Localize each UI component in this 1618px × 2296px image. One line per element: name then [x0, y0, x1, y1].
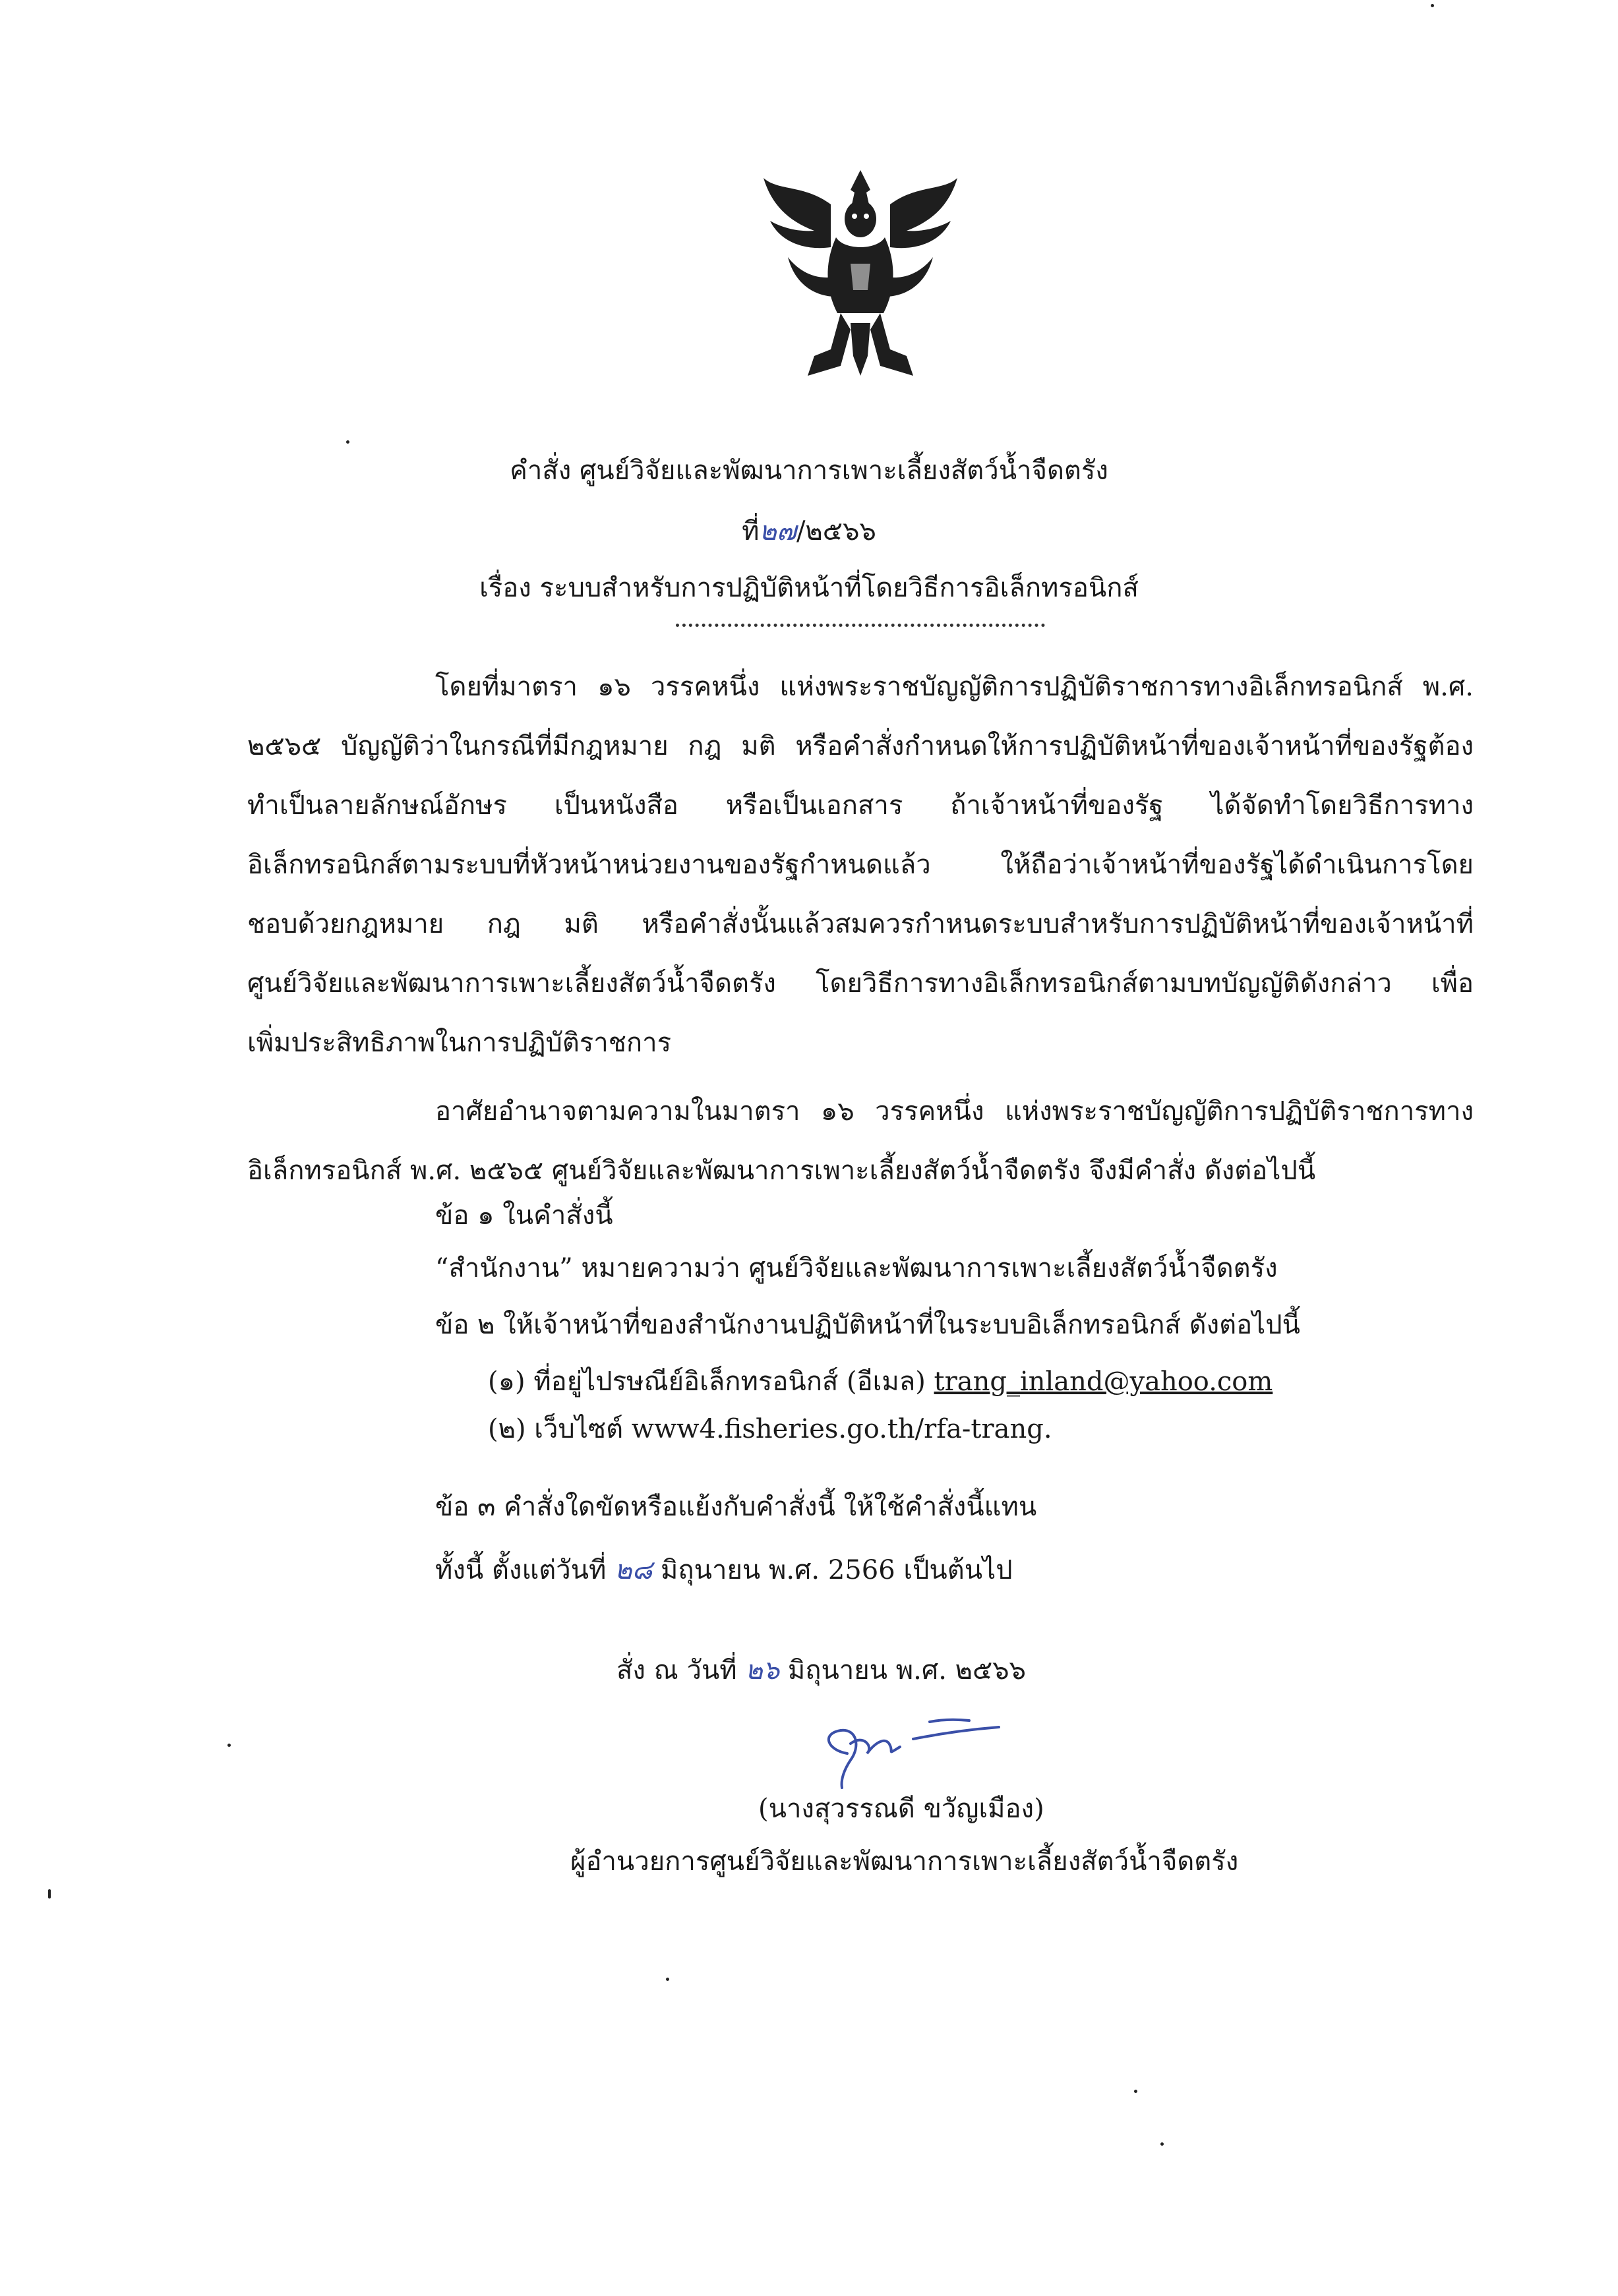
dotted-divider: [676, 624, 1045, 627]
signature-icon: [801, 1707, 1012, 1793]
effective-date: [435, 1554, 1013, 1586]
clause-2-item-email: [488, 1366, 1273, 1398]
paragraph1-line: ศูนย์วิจัยและพัฒนาการเพาะเลี้ยงสัตว์น้ำจืดตรัง โดยวิธีการทางอิเล็กทรอนิกส์ตามบทบัญญัติดังกล่าว เพื่อ: [247, 968, 1474, 999]
scan-speck: [1431, 4, 1434, 7]
issued-prefix: สั่ง ณ วันที่: [616, 1655, 746, 1686]
email-link[interactable]: trang_inland@yahoo.com: [934, 1367, 1273, 1397]
scan-speck: [666, 1978, 669, 1981]
issued-date: [616, 1655, 1026, 1686]
paragraph1-line: เพิ่มประสิทธิภาพในการปฏิบัติราชการ: [247, 1028, 672, 1058]
order-number: [0, 515, 1618, 547]
order-number-suffix: /๒๕๖๖: [796, 516, 876, 546]
scan-speck: [1134, 2090, 1137, 2093]
scan-speck: [48, 1889, 51, 1899]
website-label: (๒) เว็บไซต์: [488, 1414, 632, 1444]
paragraph1-line: ๒๕๖๕ บัญญัติว่าในกรณีที่มีกฎหมาย กฎ มติ หรือคำสั่งกำหนดให้การปฏิบัติหน้าที่ของเจ้าหน้าที่ของรัฐต้อง: [247, 731, 1474, 761]
order-subject: เรื่อง ระบบสำหรับการปฏิบัติหน้าที่โดยวิธีการอิเล็กทรอนิกส์: [479, 573, 1139, 603]
order-title: คำสั่ง ศูนย์วิจัยและพัฒนาการเพาะเลี้ยงสัตว์น้ำจืดตรัง: [510, 456, 1108, 486]
order-number-handwritten: ๒๗: [759, 516, 796, 546]
paragraph2-line: อิเล็กทรอนิกส์ พ.ศ. ๒๕๖๕ ศูนย์วิจัยและพัฒนาการเพาะเลี้ยงสัตว์น้ำจืดตรัง จึงมีคำสั่ง ดังต่อไปนี้: [247, 1156, 1316, 1186]
paragraph2-line: อาศัยอำนาจตามความในมาตรา ๑๖ วรรคหนึ่ง แห่งพระราชบัญญัติการปฏิบัติราชการทาง: [435, 1096, 1474, 1127]
clause-3: ข้อ ๓ คำสั่งใดขัดหรือแย้งกับคำสั่งนี้ ให้ใช้คำสั่งนี้แทน: [435, 1492, 1037, 1522]
clause-2-item-website: [488, 1413, 1052, 1445]
scan-speck: [227, 1744, 231, 1747]
effective-prefix: ทั้งนี้ ตั้งแต่วันที่: [435, 1555, 615, 1585]
scan-speck: [346, 440, 349, 444]
scan-speck: [1160, 2142, 1164, 2146]
issued-day-handwritten: ๒๖: [745, 1655, 780, 1686]
issued-suffix: มิถุนายน พ.ศ. ๒๕๖๖: [779, 1655, 1027, 1686]
signatory-name: (นางสุวรรณดี ขวัญเมือง): [758, 1794, 1044, 1824]
paragraph1-line: อิเล็กทรอนิกส์ตามระบบที่หัวหน้าหน่วยงานของรัฐกำหนดแล้ว ให้ถือว่าเจ้าหน้าที่ของรัฐได้ดำเนินการโดย: [247, 850, 1474, 880]
clause-1: ข้อ ๑ ในคำสั่งนี้: [435, 1200, 613, 1231]
email-label: (๑) ที่อยู่ไปรษณีย์อิเล็กทรอนิกส์ (อีเมล): [488, 1367, 934, 1397]
order-number-prefix: ที่: [742, 516, 760, 546]
definition-office: “สำนักงาน” หมายความว่า ศูนย์วิจัยและพัฒนาการเพาะเลี้ยงสัตว์น้ำจืดตรัง: [435, 1253, 1278, 1283]
website-url[interactable]: www4.fisheries.go.th/rfa-trang.: [631, 1414, 1052, 1444]
signatory-position: ผู้อำนวยการศูนย์วิจัยและพัฒนาการเพาะเลี้ยงสัตว์น้ำจืดตรัง: [570, 1846, 1239, 1877]
paragraph1-line: ทำเป็นลายลักษณ์อักษร เป็นหนังสือ หรือเป็นเอกสาร ถ้าเจ้าหน้าที่ของรัฐ ได้จัดทำโดยวิธีการทาง: [247, 790, 1474, 821]
effective-suffix: มิถุนายน พ.ศ. 2566 เป็นต้นไป: [652, 1555, 1013, 1585]
effective-day-handwritten: ๒๘: [614, 1555, 653, 1585]
paragraph1-line: ชอบด้วยกฎหมาย กฎ มติ หรือคำสั่งนั้นแล้วสมควรกำหนดระบบสำหรับการปฏิบัติหน้าที่ของเจ้าหน้าที่: [247, 909, 1474, 939]
clause-2: ข้อ ๒ ให้เจ้าหน้าที่ของสำนักงานปฏิบัติหน้าที่ในระบบอิเล็กทรอนิกส์ ดังต่อไปนี้: [435, 1310, 1300, 1340]
paragraph1-line: โดยที่มาตรา ๑๖ วรรคหนึ่ง แห่งพระราชบัญญัติการปฏิบัติราชการทางอิเล็กทรอนิกส์ พ.ศ.: [435, 672, 1474, 702]
garuda-emblem-icon: [752, 158, 969, 389]
